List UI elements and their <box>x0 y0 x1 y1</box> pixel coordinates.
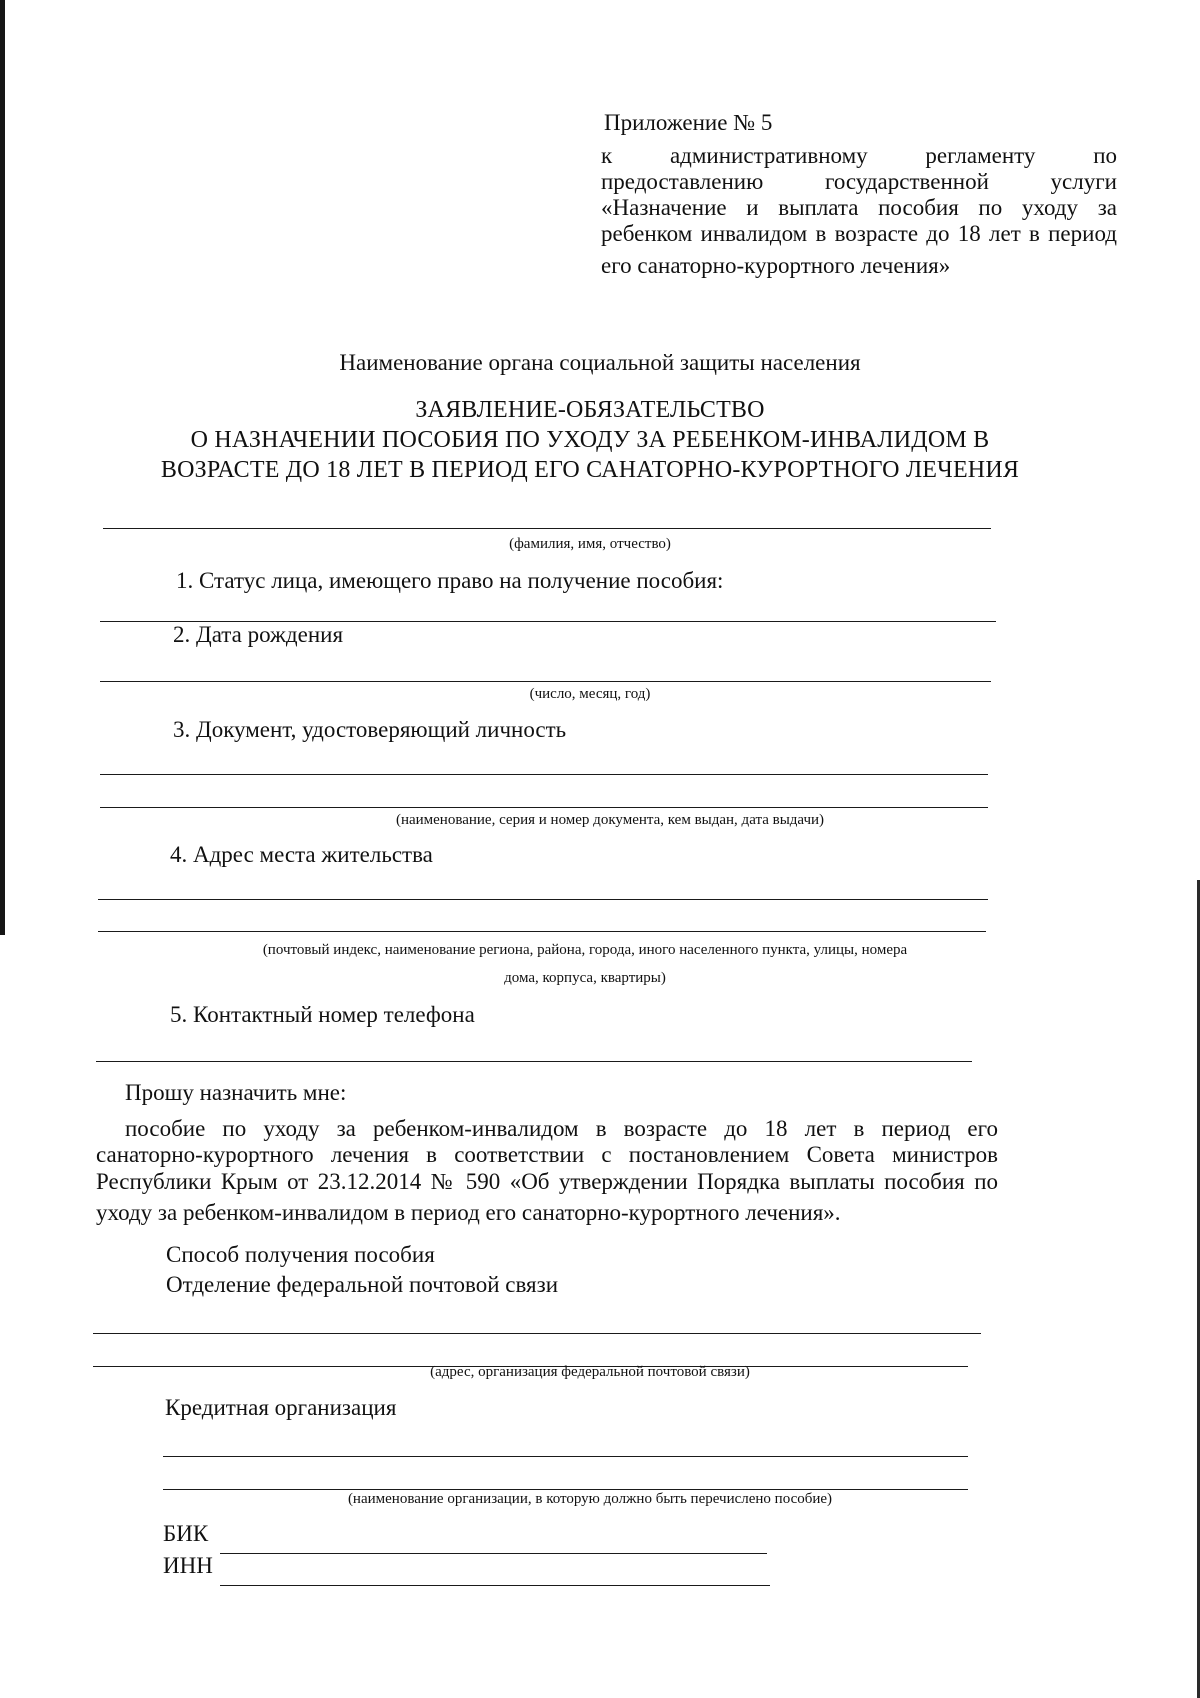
birth-date-hint: (число, месяц, год) <box>529 686 651 702</box>
bank-field-line-1[interactable] <box>163 1456 968 1457</box>
scan-edge-left <box>0 0 5 935</box>
inn-label: ИНН <box>163 1553 213 1578</box>
address-hint-line-2: дома, корпуса, квартиры) <box>504 970 666 986</box>
address-hint-line-1: (почтовый индекс, наименование региона, района, города, иного населенного пункта, улицы, номера <box>262 942 908 958</box>
bik-field-line[interactable] <box>220 1553 767 1554</box>
request-line-4: уходу за ребенком-инвалидом в период его санаторно-курортного лечения». <box>96 1200 841 1225</box>
birth-date-label: 2. Дата рождения <box>173 622 344 647</box>
document-label: 3. Документ, удостоверяющий личность <box>173 717 567 742</box>
fio-hint: (фамилия, имя, отчество) <box>509 536 671 552</box>
phone-label: 5. Контактный номер телефона <box>170 1002 475 1027</box>
appendix-line-2: предоставлению государственной услуги <box>601 169 1117 194</box>
request-line-2: санаторно-курортного лечения в соответствии с постановлением Совета министров <box>96 1142 998 1167</box>
heading-line-3: ВОЗРАСТЕ ДО 18 ЛЕТ В ПЕРИОД ЕГО САНАТОРНО-КУРОРТНОГО ЛЕЧЕНИЯ <box>160 457 1020 483</box>
status-label: 1. Статус лица, имеющего право на получение пособия: <box>176 568 724 593</box>
appendix-line-1: к административному регламенту по <box>601 143 1117 168</box>
appendix-line-3: «Назначение и выплата пособия по уходу за <box>601 195 1117 220</box>
bank-field-line-2[interactable] <box>163 1489 968 1490</box>
address-label: 4. Адрес места жительства <box>170 842 433 867</box>
heading-line-1: ЗАЯВЛЕНИЕ-ОБЯЗАТЕЛЬСТВО <box>415 397 765 423</box>
birth-date-field-line[interactable] <box>100 681 991 682</box>
post-office-hint: (адрес, организация федеральной почтовой связи) <box>430 1364 750 1380</box>
request-line-1: пособие по уходу за ребенком-инвалидом в возрасте до 18 лет в период его <box>125 1116 998 1141</box>
phone-field-line[interactable] <box>96 1061 972 1062</box>
request-intro: Прошу назначить мне: <box>125 1080 347 1105</box>
bank-hint: (наименование организации, в которую должно быть перечислено пособие) <box>347 1491 833 1507</box>
post-office-field-line-1[interactable] <box>93 1333 981 1334</box>
document-hint: (наименование, серия и номер документа, кем выдан, дата выдачи) <box>395 812 825 828</box>
request-line-3: Республики Крым от 23.12.2014 № 590 «Об утверждении Порядка выплаты пособия по <box>96 1169 998 1194</box>
post-office-label: Отделение федеральной почтовой связи <box>166 1272 559 1297</box>
document-field-line-2[interactable] <box>100 807 988 808</box>
inn-field-line[interactable] <box>220 1585 770 1586</box>
organ-name: Наименование органа социальной защиты населения <box>339 350 861 375</box>
appendix-line-4: ребенком инвалидом в возрасте до 18 лет в период <box>601 221 1117 246</box>
bik-label: БИК <box>163 1521 209 1546</box>
appendix-line-5: его санаторно-курортного лечения» <box>601 253 951 278</box>
document-field-line-1[interactable] <box>100 774 988 775</box>
bank-label: Кредитная организация <box>165 1395 397 1420</box>
address-field-line-1[interactable] <box>98 899 988 900</box>
heading-line-2: О НАЗНАЧЕНИИ ПОСОБИЯ ПО УХОДУ ЗА РЕБЕНКОМ-ИНВАЛИДОМ В <box>190 427 990 453</box>
payment-method-label: Способ получения пособия <box>166 1242 435 1267</box>
fio-field-line[interactable] <box>103 528 991 529</box>
address-field-line-2[interactable] <box>98 931 986 932</box>
appendix-title: Приложение № 5 <box>604 110 773 135</box>
